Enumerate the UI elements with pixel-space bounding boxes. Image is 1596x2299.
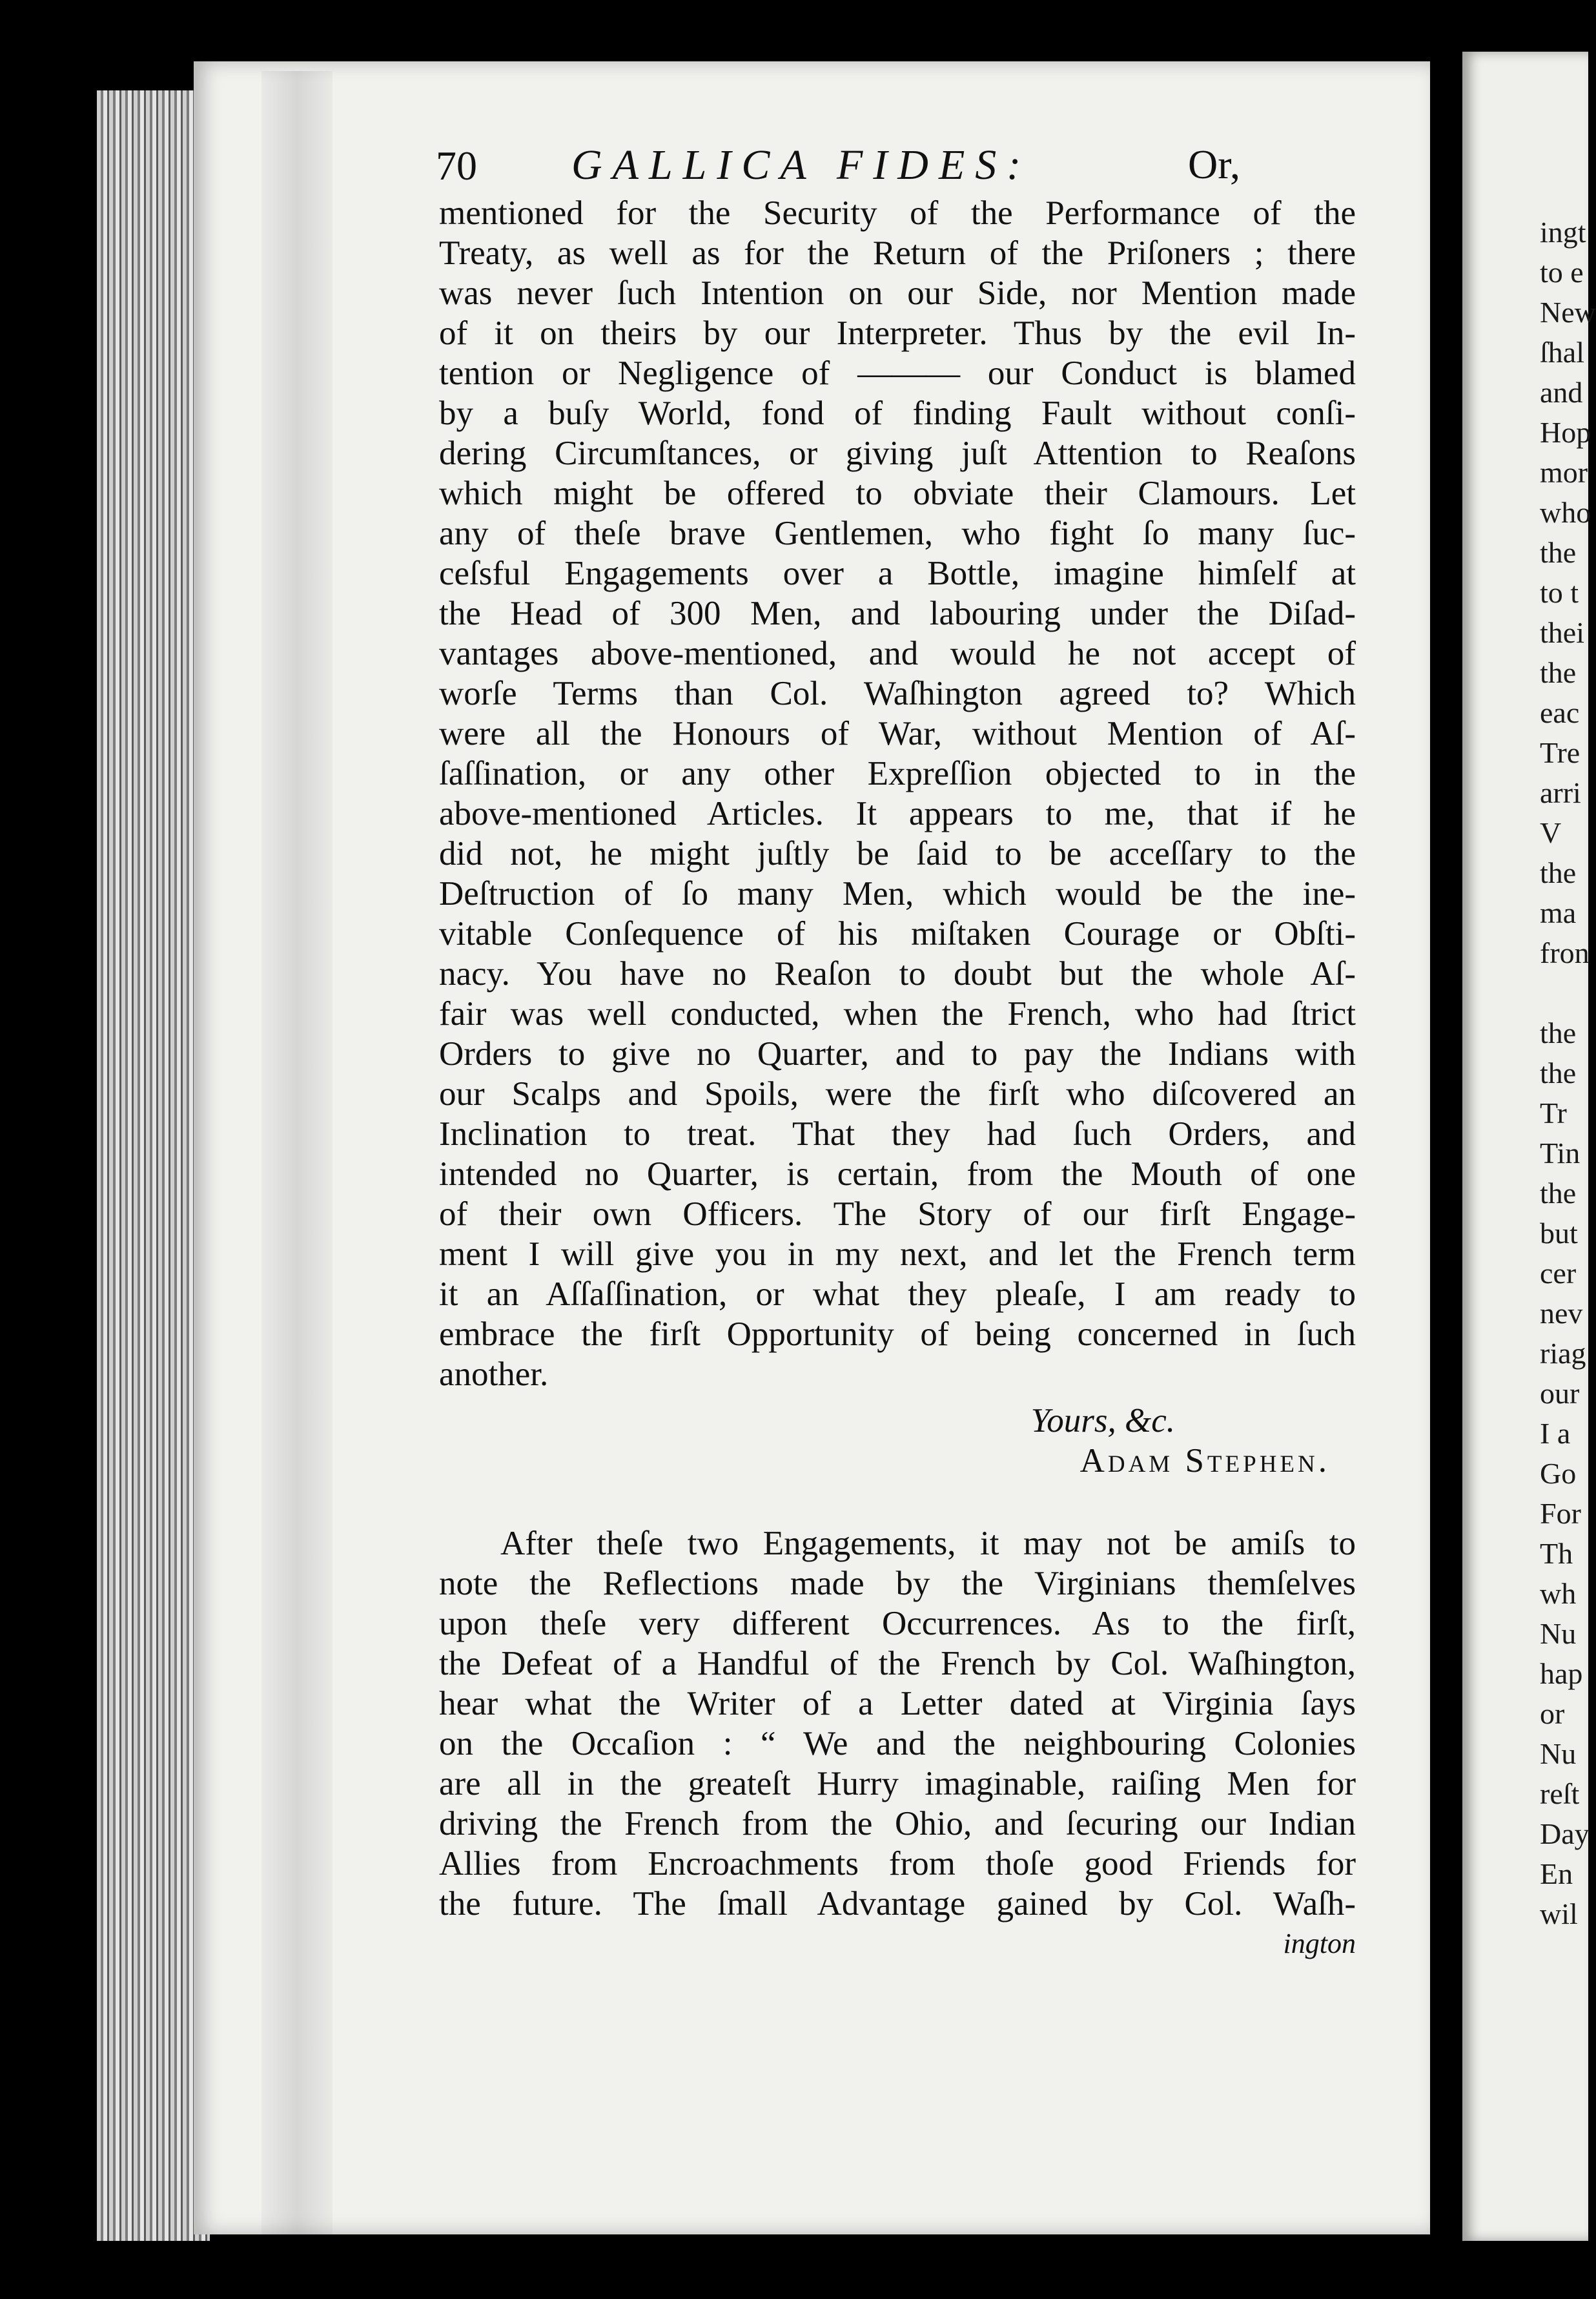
text-line: it an Aſſaſſination, or what they pleaſe, I am ready to (439, 1275, 1356, 1313)
facing-page-fragment-line: ſhal (1540, 336, 1584, 369)
text-line: the Head of 300 Men, and labouring under the Diſad- (439, 595, 1356, 632)
text-line: After theſe two Engagements, it may not be amiſs to (500, 1525, 1356, 1562)
text-line: any of theſe brave Gentlemen, who fight ſo many ſuc- (439, 515, 1356, 552)
facing-page-fragment-line: the (1540, 1177, 1577, 1210)
text-line: the Defeat of a Handful of the French by Col. Waſhington, (439, 1645, 1356, 1682)
page-number: 70 (436, 143, 477, 189)
text-line: tention or Negligence of ——— our Conduct is blamed (439, 355, 1356, 392)
text-line: Inclination to treat. That they had ſuch Orders, and (439, 1115, 1356, 1153)
facing-page-fragment-line: who (1540, 496, 1591, 529)
text-line: ment I will give you in my next, and let the French term (439, 1235, 1356, 1273)
text-line: Allies from Encroachments from thoſe good Friends for (439, 1845, 1356, 1882)
running-title: GALLICA FIDES: (571, 141, 1032, 189)
catchword: ington (1283, 1928, 1356, 1959)
facing-page-fragment-line: Hop (1540, 416, 1591, 449)
letter-signature: Adam Stephen. (1079, 1442, 1330, 1479)
facing-page-fragment-line: Go (1540, 1457, 1577, 1490)
facing-page-fragment-line: fron (1540, 936, 1590, 969)
text-line: was never ſuch Intention on our Side, nor Mention made (439, 274, 1356, 312)
facing-page-fragment-line: Day (1540, 1817, 1590, 1850)
text-line: hear what the Writer of a Letter dated at Virginia ſays (439, 1685, 1356, 1722)
facing-page-fragment-line: the (1540, 1057, 1577, 1089)
facing-page-fragment-line: cer (1540, 1257, 1577, 1290)
facing-page-fragment-line: the (1540, 1016, 1577, 1049)
running-title-suffix: Or, (1188, 141, 1240, 187)
text-line: of their own Officers. The Story of our firſt Engage- (439, 1195, 1356, 1233)
text-line: ceſsful Engagements over a Bottle, imagine himſelf at (439, 555, 1356, 592)
facing-page-fragment-line: Nu (1540, 1617, 1577, 1650)
facing-page-fragment-line: to t (1540, 576, 1579, 609)
text-line: embrace the firſt Opportunity of being concerned in ſuch (439, 1315, 1356, 1353)
facing-page-fragment-line: Nu (1540, 1737, 1577, 1770)
running-header (436, 129, 1359, 194)
text-line: driving the French from the Ohio, and ſecuring our Indian (439, 1805, 1356, 1842)
text-line: dering Circumſtances, or giving juſt Attention to Reaſons (439, 435, 1356, 472)
text-line: Deſtruction of ſo many Men, which would be the ine- (439, 875, 1356, 912)
text-line: of it on theirs by our Interpreter. Thus by the evil In- (439, 314, 1356, 352)
text-line: on the Occaſion : “ We and the neighbouring Colonies (439, 1725, 1356, 1762)
facing-page-fragment-line: I a (1540, 1417, 1571, 1450)
facing-page-fragment-line: thei (1540, 616, 1584, 649)
facing-page-fragment-line: the (1540, 656, 1577, 689)
facing-page-fragment-line: ingt (1540, 216, 1586, 249)
text-line: Orders to give no Quarter, and to pay the Indians with (439, 1035, 1356, 1073)
facing-page-fragment-line: wil (1540, 1897, 1578, 1930)
text-line: ſaſſination, or any other Expreſſion objected to in the (439, 755, 1356, 792)
page-gutter-shadow (261, 71, 332, 2234)
facing-page-fragment-line: the (1540, 856, 1577, 889)
facing-page-fragment-line: or (1540, 1697, 1565, 1730)
text-line: intended no Quarter, is certain, from the Mouth of one (439, 1155, 1356, 1193)
facing-page-fragment-line: Th (1540, 1537, 1573, 1570)
text-line: above-mentioned Articles. It appears to me, that if he (439, 795, 1356, 832)
text-line: worſe Terms than Col. Waſhington agreed to? Which (439, 675, 1356, 712)
facing-page-fragment-line: nev (1540, 1297, 1583, 1330)
facing-page-fragment-line: ma (1540, 896, 1577, 929)
facing-page-fragment-line: En (1540, 1857, 1573, 1890)
facing-page-fragment-line: hap (1540, 1657, 1583, 1690)
facing-page-fragment-line: wh (1540, 1577, 1577, 1610)
facing-page-fragment-line: New (1540, 296, 1596, 329)
text-line: by a buſy World, fond of finding Fault without conſi- (439, 395, 1356, 432)
text-line: upon theſe very different Occurrences. As to the firſt, (439, 1605, 1356, 1642)
text-line: Treaty, as well as for the Return of the Priſoners ; there (439, 234, 1356, 272)
facing-page-fragment-line: V (1540, 816, 1562, 849)
text-line: which might be offered to obviate their Clamours. Let (439, 475, 1356, 512)
facing-page-fragment-line: our (1540, 1377, 1580, 1410)
facing-page-fragment-line: reſt (1540, 1777, 1580, 1810)
text-line: mentioned for the Security of the Performance of the (439, 194, 1356, 232)
facing-page-fragment-line: mor (1540, 456, 1588, 489)
text-line: were all the Honours of War, without Mention of Aſ- (439, 715, 1356, 752)
facing-page-fragment-line: Tin (1540, 1137, 1581, 1170)
text-line: fair was well conducted, when the French, who had ſtrict (439, 995, 1356, 1033)
text-line: another. (439, 1356, 549, 1393)
text-line: the future. The ſmall Advantage gained by Col. Waſh- (439, 1885, 1356, 1923)
facing-page-fragment-line: eac (1540, 696, 1580, 729)
letter-closing: Yours, &c. (1030, 1402, 1175, 1439)
facing-page-fragment-line: arri (1540, 776, 1581, 809)
text-line: are all in the greateſt Hurry imaginable, raiſing Men for (439, 1765, 1356, 1802)
facing-page-fragment (1462, 52, 1596, 2241)
facing-page-fragment-line: For (1540, 1497, 1581, 1530)
text-line: note the Reflections made by the Virginians themſelves (439, 1565, 1356, 1602)
facing-page-fragment-line: Tr (1540, 1097, 1567, 1129)
facing-page-fragment-line: but (1540, 1217, 1578, 1250)
text-line: our Scalps and Spoils, were the firſt who diſcovered an (439, 1075, 1356, 1113)
facing-page-fragment-line: and (1540, 376, 1583, 409)
facing-page-fragment-line: the (1540, 536, 1577, 569)
page-edges (97, 90, 210, 2241)
facing-page-fragment-line: riag (1540, 1337, 1586, 1370)
facing-page-fragment-line: Tre (1540, 736, 1581, 769)
text-line: did not, he might juſtly be ſaid to be acceſſary to the (439, 835, 1356, 872)
facing-page-fragment-line: to e (1540, 256, 1584, 289)
text-line: vitable Conſequence of his miſtaken Courage or Obſti- (439, 915, 1356, 953)
text-line: vantages above-mentioned, and would he not accept of (439, 635, 1356, 672)
text-line: nacy. You have no Reaſon to doubt but the whole Aſ- (439, 955, 1356, 993)
